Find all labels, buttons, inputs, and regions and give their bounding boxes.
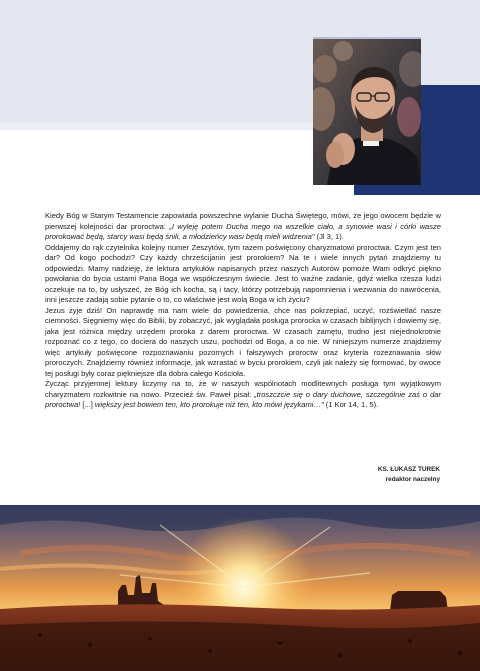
sunset-desert-image <box>0 505 480 671</box>
paragraph-3: Jezus żyje dziś! On naprawdę ma nam wiele do powiedzenia, chce nas pokrzepiać, uczyć, rozświetlać nasze ciemności. Sięgniemy więc do Biblii, by zobaczyć, jak wyglądała posługa prorocka w czasach biblijnych i dowiemy się, jaka jest różnica między urzędem proroka z darem proroctwa. W czasach zamętu, trudno jest niejednokrotnie rozpoznać co z tego, co dociera do naszych uszu, pochodzi od Boga, a co nie. W niniejszym numerze znajdziemy więc artykuły poświęcone rozpoznawaniu pozornych i fałszywych proroctw oraz kryteria rozeznawania słów proroczych. Znajdziemy również informacje, jak wzrastać w byciu prorokiem, czyli jak należy się formować, by owoce tej posługi były coraz piękniejsze dla dobra całego Kościoła. <box>45 305 441 378</box>
editor-portrait-illustration <box>313 39 421 185</box>
editor-photo <box>313 39 421 185</box>
paragraph-1 <box>45 211 441 243</box>
corinthians-reference: (1 Kor 14, 1. 5). <box>323 400 379 409</box>
joel-quote: „I wyleję potem Ducha mego na wszelkie ciało, a synowie wasi i córki wasze prorokować będą, starcy wasi będą śnili, a młodzieńcy wasi będą mieli widzenia" <box>45 221 442 241</box>
paragraph-2: Oddajemy do rąk czytelnika kolejny numer Zeszytów, tym razem poświęcony charyzmatowi proroctwa. Czym jest ten dar? Od kogo pochodzi? Czy każdy chrześcijanin jest prorokiem? Na te i wiele innych pytań znajdziemy tu odpowiedzi. Mamy nadzieję, że lektura artykułów napisanych przez naszych Autorów pomoże Wam odkryć piękno powołania do bycia ustami Pana Boga we współczesnym świecie. Jest to ważne zadanie, gdyż wielka rzesza ludzi oczekuje na to, by usłyszeć, że Bóg ich kocha, są i tacy, którzy potrzebują napomnienia i wezwania do nawrócenia, inni jeszcze zadają sobie pytanie o to, co właściwie jest wolą Boga w ich życiu? <box>45 242 441 304</box>
editorial-text <box>45 211 441 411</box>
paragraph-4 <box>45 379 441 411</box>
sunset-landscape-illustration <box>0 505 480 671</box>
author-name: KS. ŁUKASZ TUREK <box>377 466 440 473</box>
paragraph-4-text: Życząc przyjemnej lektury liczymy na to, że w naszych wspólnotach modlitewnych posługa tym wyjątkowym charyzmatem rozkwitnie na nowo. Przecież św. Paweł pisał: <box>45 379 441 399</box>
paragraph-1-text: Kiedy Bóg w Starym Testamencie zapowiada powszechne wylanie Ducha Świętego, mówi, że jego owocem będzie w pierwszej kolejności dar proroctwa: <box>45 211 441 231</box>
paul-quote-2: większy jest bowiem ten, kto prorokuje niż ten, kto mówi językami…" <box>94 400 324 409</box>
author-role: redaktor naczelny <box>385 476 440 483</box>
paul-quote-1: „troszczcie się o dary duchowe, szczególnie zaś o dar proroctwa! <box>45 389 441 409</box>
joel-reference: (Jl 3, 1). <box>314 232 344 241</box>
ellipsis-bracket: [...] <box>80 400 95 409</box>
signature-block <box>240 465 440 485</box>
